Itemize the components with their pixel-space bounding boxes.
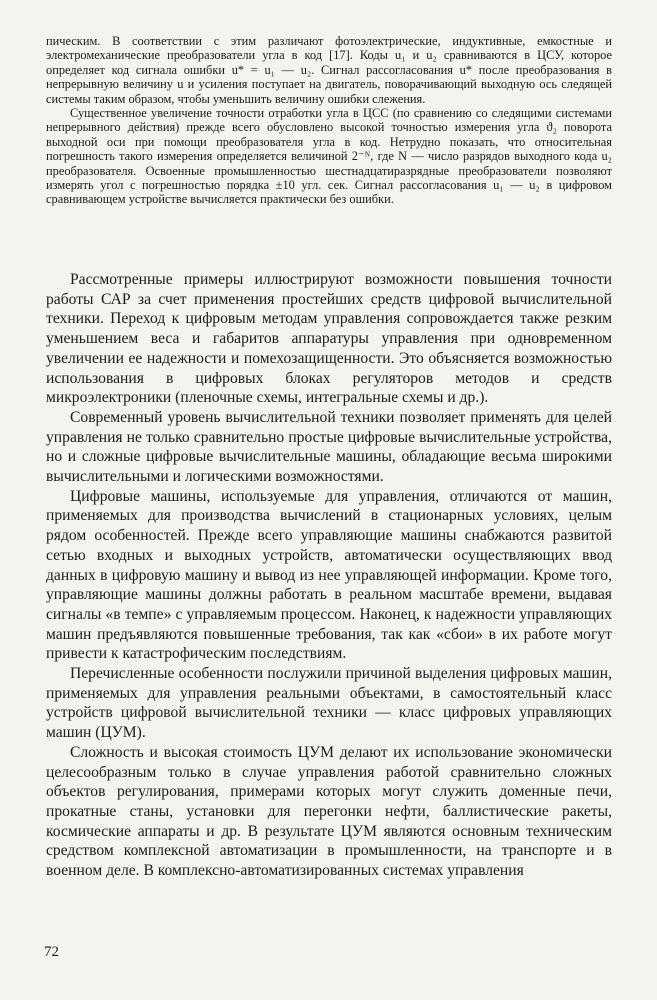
- small-paragraph-2: Существенное увеличение точности отработки угла в ЦСС (по сравнению со следящими системами непрерывного действия) прежде всего обусловлено высокой точностью измерения угла ϑ₂ поворота выходной оси при помощи преобразователя угла в код. Нетрудно показать, что относительная погрешность такого измерения определяется величиной 2⁻ᴺ, где N — число разрядов выходного кода u₂ преобразователя. Освоенные промышленностью шестнадцатиразрядные преобразователи позволяют измерять угол с погрешностью порядка ±10 угл. сек. Сигнал рассогласования u₁ — u₂ в цифровом сравнивающем устройстве вычисляется практически без ошибки.: [46, 106, 612, 207]
- body-paragraph-2: Современный уровень вычислительной техники позволяет применять для целей управления не только сравнительно простые цифровые вычислительные устройства, но и сложные цифровые вычислительные машины, обладающие весьма широкими вычислительными и логическими возможностями.: [46, 408, 612, 486]
- page-number: 72: [44, 944, 59, 960]
- body-paragraph-4: Перечисленные особенности послужили причиной выделения цифровых машин, применяемых для управления реальными объектами, в самостоятельный класс устройств цифровой вычислительной техники — класс цифровых управляющих машин (ЦУМ).: [46, 665, 612, 742]
- main-text-block: [46, 270, 612, 881]
- small-paragraph-1: пическим. В соответствии с этим различают фотоэлектрические, индуктивные, емкостные и электромеханические преобразователи угла в код [17]. Коды u₁ и u₂ сравниваются в ЦСУ, которое определяет код сигнала ошибки u* = u₁ — u₂. Сигнал рассогласования u* после преобразования в непрерывную величину u и усиления поступает на двигатель, поворачивающий выходную ось следящей системы таким образом, чтобы уменьшить величину ошибки слежения.: [46, 34, 612, 106]
- body-paragraph-1: Рассмотренные примеры иллюстрируют возможности повышения точности работы САР за счет применения простейших средств цифровой вычислительной техники. Переход к цифровым методам управления сопровождается также резким уменьшением веса и габаритов аппаратуры управления при одновременном увеличении ее надежности и помехозащищенности. Это объясняется возможностью использования в цифровых блоках регуляторов методов и средств микроэлектроники (пленочные схемы, интегральные схемы и др.).: [46, 271, 612, 407]
- body-paragraph-5: Сложность и высокая стоимость ЦУМ делают их использование экономически целесообразным только в случае управления работой сравнительно сложных объектов регулирования, примерами которых могут служить доменные печи, прокатные станы, установки для перегонки нефти, баллистические ракеты, космические аппараты и др. В результате ЦУМ являются основным техническим средством комплексной автоматизации в промышленности, на транспорте и в военном деле. В комплексно-автоматизированных системах управления: [46, 743, 612, 880]
- small-text-block: [46, 34, 612, 207]
- body-paragraph-3: Цифровые машины, используемые для управления, отличаются от машин, применяемых для производства вычислений в стационарных условиях, целым рядом особенностей. Прежде всего управляющие машины снабжаются развитой сетью входных и выходных устройств, автоматически осуществляющих ввод данных в цифровую машину и вывод из нее управляющей информации. Кроме того, управляющие машины должны работать в реальном масштабе времени, выдавая сигналы «в темпе» с управляемым процессом. Наконец, к надежности управляющих машин предъявляются повышенные требования, так как «сбои» в их работе могут привести к катастрофическим последствиям.: [46, 487, 612, 663]
